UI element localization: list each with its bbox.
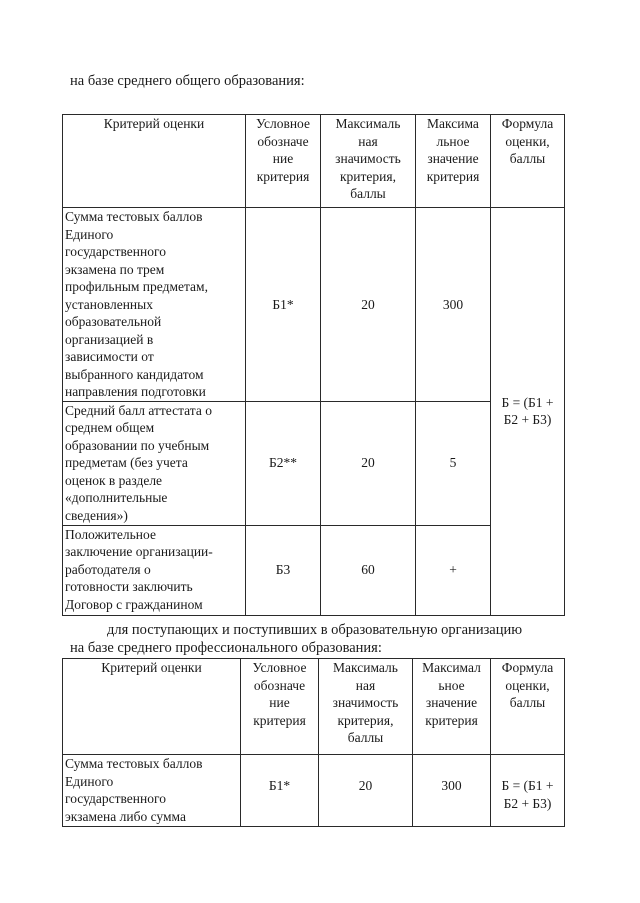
row-symbol: Б1* — [241, 755, 319, 827]
row-symbol: Б2** — [246, 401, 321, 525]
row-max-value: 300 — [416, 208, 491, 402]
row-max-weight: 20 — [319, 755, 413, 827]
header-formula: Формула оценки, баллы — [491, 115, 565, 208]
criteria-table-secondary-general — [62, 114, 565, 616]
table-header-row — [63, 115, 565, 208]
table-row — [63, 208, 565, 402]
row-max-value: + — [416, 525, 491, 615]
row-criterion: Сумма тестовых баллов Единого государственного экзамена либо сумма — [63, 755, 241, 827]
row-max-value: 5 — [416, 401, 491, 525]
row-symbol: Б1* — [246, 208, 321, 402]
section1-caption: на базе среднего общего образования: — [70, 73, 305, 89]
header-max-value: Максимал ьное значение критерия — [413, 659, 491, 755]
formula-cell: Б = (Б1 + Б2 + Б3) — [491, 208, 565, 616]
table-header-row — [63, 659, 565, 755]
header-max-weight: Максималь ная значимость критерия, баллы — [321, 115, 416, 208]
header-symbol: Условное обозначе ние критерия — [246, 115, 321, 208]
section2-caption-line1: для поступающих и поступивших в образовательную организацию — [107, 622, 523, 638]
row-max-weight: 20 — [321, 208, 416, 402]
row-symbol: Б3 — [246, 525, 321, 615]
row-criterion: Средний балл аттестата о среднем общем образовании по учебным предметам (без учета оценок в разделе «дополнительные сведения») — [63, 401, 246, 525]
row-max-weight: 20 — [321, 401, 416, 525]
table-row — [63, 755, 565, 827]
header-max-weight: Максималь ная значимость критерия, баллы — [319, 659, 413, 755]
row-max-weight: 60 — [321, 525, 416, 615]
header-symbol: Условное обозначе ние критерия — [241, 659, 319, 755]
section2-caption-line2: на базе среднего профессионального образования: — [70, 640, 382, 656]
table-row — [63, 401, 565, 525]
header-max-value: Максима льное значение критерия — [416, 115, 491, 208]
row-max-value: 300 — [413, 755, 491, 827]
header-formula: Формула оценки, баллы — [491, 659, 565, 755]
formula-cell: Б = (Б1 + Б2 + Б3) — [491, 755, 565, 827]
row-criterion: Положительное заключение организации- работодателя о готовности заключить Договор с гражданином — [63, 525, 246, 615]
table-row — [63, 525, 565, 615]
row-criterion: Сумма тестовых баллов Единого государственного экзамена по трем профильным предметам, установленных образовательной организацией в зависимости от выбранного кандидатом направления подготовки — [63, 208, 246, 402]
header-criterion: Критерий оценки — [63, 659, 241, 755]
criteria-table-secondary-vocational — [62, 658, 565, 827]
header-criterion: Критерий оценки — [63, 115, 246, 208]
